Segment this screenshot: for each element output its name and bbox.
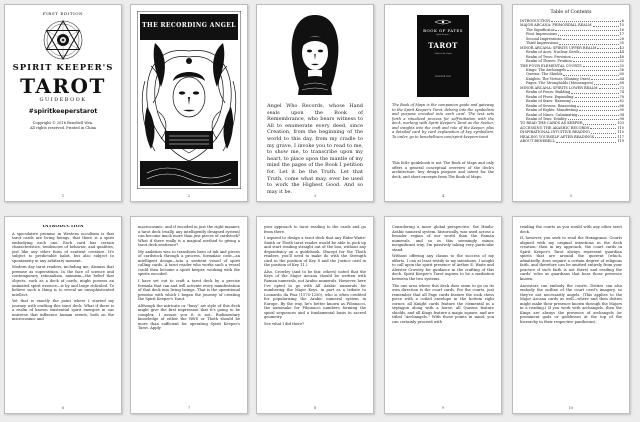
body-paragraph: A speculative premise in Western occultism is that tarot cards are living beings, that there is a spirit embodying each one. Each card has certain characteristics, tendencies of behavior, and qualities, just like any other form of sentient creature. It's subject to predictable habit, but also subject to spontaneity in any arbitrary moment. xyxy=(12,231,114,263)
toc-entry-page: 117 xyxy=(617,134,624,139)
toc-entry-page: 43 xyxy=(619,45,624,50)
toc-entry-page: 74 xyxy=(619,90,624,95)
toc-leader-dots xyxy=(583,121,616,124)
toc-entry-page: 6 xyxy=(621,19,624,23)
page-thumbnail-angel[interactable] xyxy=(130,4,248,202)
body-paragraph: If, however, you seek to read the Hexagrams. Courts aligned with my original intentions in the deck creation, then in my approach, the court cards in Spirit Keeper's Tarot always represent guardian spirits that are around the querent (which, admittedly, does require a certain degree of religious faith, and therefore can be omitted entirely from your practice if such faith is not there) and reading the cards' roles as guardians that bear those presence known. xyxy=(520,236,622,282)
toc-entry-page: 52 xyxy=(619,59,624,64)
book-cover-author: benebell wen xyxy=(434,75,452,78)
toc-entry-page: 86 xyxy=(619,103,624,108)
toc-leader-dots xyxy=(568,117,619,120)
toc-entry-page: 78 xyxy=(619,94,624,99)
toc-leader-dots xyxy=(580,50,618,53)
book-cover-small-1: Spirit Keeper's xyxy=(436,34,450,36)
toc-entry-label: ACCESSING THE AKASHIC RECORDS xyxy=(520,125,590,130)
toc-leader-dots xyxy=(594,81,618,84)
angel-face-illustration xyxy=(290,13,340,97)
page-body xyxy=(264,225,366,399)
body-paragraph: My ambition was to transform lines of ink and pieces of cardstock through a process, formulaic code—an intelligent design—into a sentient vessel of spirit calling cards. A tarot reader who works such a vessel could then become a spirit keeper, working with the spirits encoded. xyxy=(138,249,240,277)
toc-leader-dots xyxy=(559,41,618,44)
toc-leader-dots xyxy=(556,139,616,142)
copyright-line-2: All rights reserved. Printed in China xyxy=(29,125,97,130)
page-number: 10 xyxy=(568,406,574,410)
body-paragraph: See what I did there? xyxy=(264,321,305,326)
page-number: 1 xyxy=(61,194,65,198)
toc-entry-page: 28 xyxy=(619,36,624,41)
guidebook-note: This little guidebook is not The Book of Maps and only offers a general conceptual overview of the deck's architecture, key design purpose and intent for the deck, and short excerpts from The Book of Maps. xyxy=(392,161,494,179)
toc-entry-label: Realm of Sevens: Reasoning xyxy=(526,103,577,108)
toc-entry-label: MINOR ARCANA: SPIRITS LOWER REALM xyxy=(520,85,598,90)
angel-title: THE RECORDING ANGEL xyxy=(142,22,236,29)
toc-entry-label: Realm of Nines: Culminating xyxy=(526,112,578,117)
toc-leader-dots xyxy=(593,23,619,26)
toc-entry-label: Realm of Aces: Nuclear Seeds xyxy=(526,50,580,55)
toc-leader-dots xyxy=(572,55,619,58)
cover-title-line2: TAROT xyxy=(20,74,106,98)
cover-copyright xyxy=(5,121,121,130)
toc-title: Table of Contents xyxy=(550,10,592,15)
page-number: 8 xyxy=(313,406,317,410)
book-description: The Book of Maps is the companion guide and gateway to the Spirit Keeper's Tarot, delving into the symbolism and purpose encoded into each card. The text sets forth a ritualized process for self-initiation with the deck, working with Spirit Keeper's Tarot as the Seeker, and insights into the craft and role of the Keeper, plus a detailed card by card explanation of key symbolism. To order, go to benebellwen.com/spirit-keepers-tarot xyxy=(392,103,494,139)
body-paragraph: Although the intricate or "busy" art style of this deck might give the first impression that it's going to be complex, I assure you it is not. Rudimentary knowledge of either the RWS or Thoth should be more than sufficient for operating Spirit Keeper's Tarot. Apply xyxy=(138,303,240,331)
toc-leader-dots xyxy=(597,46,618,49)
page-body xyxy=(392,225,494,399)
toc-entry-label: INTRODUCTION xyxy=(520,19,551,23)
toc-leader-dots xyxy=(595,135,616,138)
toc-entry-label: THE FOUR ELEMENTAL COURTS xyxy=(520,63,582,68)
toc-entry-label: Knights: The Virtues (Shining Ones) xyxy=(526,76,591,81)
toc-entry[interactable] xyxy=(520,139,624,143)
toc-entry-label: First Impressions xyxy=(526,32,558,37)
body-paragraph: macrocosmic, and if encoded in just the right manner, a tarot deck (really, any intelligently designed system) can become much more than just pieces of cardstock? What if there really is a magical method to giving a tarot deck sentience? xyxy=(138,225,240,248)
toc-entry-page: 90 xyxy=(619,108,624,113)
book-cover-small-2: Guide to the Cards xyxy=(434,53,452,55)
toc-entry-label: Realm of Twos: Provision xyxy=(526,54,571,59)
body-paragraph: Ancestors can embody the courts. Deities can also embody the outline of the court card's imagery, so they're not necessarily angels. (This applies to the Major Arcana cards as well—where and then deities might make their presence known through the Majors in a reading.) If you work with archangels, then the Kings are always the presence of archangels (or prominent gods or goddesses at the top of the hierarchy in their respective pantheons). xyxy=(520,283,622,324)
page-thumbnail-book-of-maps[interactable] xyxy=(384,4,502,202)
toc-leader-dots xyxy=(591,77,618,80)
body-paragraph: Yet that is exactly the point where I started my journey with crafting this tarot deck. What if there is a realm of known existential spirit energies in our universe that influence human events, both on the microcosmic and xyxy=(12,299,114,322)
toc-entry-label: MAJOR ARCANA: PRIMORDIAL REALM xyxy=(520,23,592,28)
toc-entry-page: 98 xyxy=(619,116,624,121)
body-paragraph: I aspired to design a tarot deck that any Rider-Waite-Smith or Thoth tarot reader would be able to pick up and start reading straight out of the box, without any dependency on a guidebook. (Except for the Thoth readers, you'll need to make do with the Strength card in the position of Key 8 and the Justice card in the position of Key 11.) xyxy=(264,236,366,268)
page-body xyxy=(520,225,622,399)
toc-entry-label: INSPIRATIONAL INTUITIVE READING xyxy=(520,130,590,135)
toc-entry-label: HEALING YOURSELF AFTER READINGS xyxy=(520,134,595,139)
toc-leader-dots xyxy=(579,108,619,111)
toc-entry-page: 94 xyxy=(619,112,624,117)
toc-entry-page: 82 xyxy=(619,99,624,104)
page-number: 3 xyxy=(313,194,317,198)
toc-leader-dots xyxy=(555,28,618,31)
page-number: 5 xyxy=(569,194,573,198)
toc-leader-dots xyxy=(575,95,619,98)
page-thumbnail-9[interactable] xyxy=(384,216,502,414)
toc-entry-label: Realm of Eights: Manifesting xyxy=(526,108,578,113)
toc-entry-label: TO READ THE CARDS AS KEEPER xyxy=(520,121,583,126)
toc-leader-dots xyxy=(563,37,619,40)
toc-leader-dots xyxy=(591,130,616,133)
toc-entry-page: 64 xyxy=(619,76,624,81)
toc-leader-dots xyxy=(563,72,618,75)
toc-entry-page: 48 xyxy=(619,54,624,59)
cover-hashtag: #spiritkeeperstarot xyxy=(28,108,98,115)
toc-entry-page: 110 xyxy=(617,125,624,130)
toc-leader-dots xyxy=(583,64,619,67)
toc-entry-page: 35 xyxy=(619,41,624,46)
toc-entry-label: Third Impressions xyxy=(526,41,559,46)
toc-entry-page: 60 xyxy=(619,72,624,77)
toc-entry-page: 73 xyxy=(619,85,624,90)
page-thumbnail-intro[interactable] xyxy=(4,216,122,414)
body-paragraph: Also, Crowley (and to be fair, others) noted that the Keys of the Major Arcana should be written with Roman numerals, not Arabic numerals. However, here I've opted to go with All Arabic numerals for numbering the Major Keys, in part as a tribute to Leonardo da Pisa (1170-1250), who is often credited for popularizing the Arabic numeral system in Europe. By the way, he's better known as Fibonacci, the namesake for Fibonacci numbers forming the spiral sequences and a fundamental basis in sacred geometry. xyxy=(264,269,366,320)
page-number: 4 xyxy=(441,194,445,198)
toc-entry-label: Realm of Tens: Totality xyxy=(526,116,567,121)
toc-leader-dots xyxy=(578,113,618,116)
toc-entry-label: ABOUT BENEBELL xyxy=(520,139,555,144)
toc-leader-dots xyxy=(558,32,618,35)
page-thumbnail-toc[interactable] xyxy=(512,4,630,202)
toc-entry-page: 68 xyxy=(619,81,624,86)
toc-leader-dots xyxy=(571,90,618,93)
toc-leader-dots xyxy=(577,104,618,107)
body-paragraph: reading the courts as you would with any other tarot deck. xyxy=(520,225,622,234)
toc-entry-label: Kings: The Archangels xyxy=(526,67,567,72)
hexagram-star-emblem xyxy=(41,18,85,62)
angel-title-banner xyxy=(140,13,238,39)
page-number: 7 xyxy=(187,406,191,410)
toc-entry-page: 55 xyxy=(619,63,624,68)
body-paragraph: I have set out to craft a tarot deck by a precise formula that can and will activate every manifestation of that deck into living beings. That is the operational premise with which I began the journey of creating the Spirit Keeper's Tarot. xyxy=(138,279,240,302)
toc-entry-page: 115 xyxy=(617,130,624,135)
toc-entry-page: 119 xyxy=(617,139,624,144)
page-thumbnail-7[interactable] xyxy=(130,216,248,414)
copyright-line-1: Copyright © 2016 Benebell Wen. xyxy=(32,121,94,125)
page-number: 6 xyxy=(61,406,65,410)
book-cover-title: BOOK OF FATES xyxy=(423,28,463,33)
toc-entry-label: Realm of Fours: Building xyxy=(526,90,571,95)
body-paragraph: Considering a more global perspective, the Hindu-Arabic numeral system, historically, was used across a broader region of our world than the Roman numerals, and so in this seemingly minor, insignificant way, I'm passively taking very particular stand. xyxy=(392,225,494,252)
toc-entry-page: 17 xyxy=(619,32,624,37)
section-heading: INTRODUCTION xyxy=(42,225,84,229)
page-thumbnail-cover[interactable] xyxy=(4,4,122,202)
toc-entry-label: Realm of Sixes: Harmony xyxy=(526,99,571,104)
toc-entry-label: Pages: The Strongholds (Messengers) xyxy=(526,81,594,86)
toc-entry-page: 15 xyxy=(619,23,624,28)
page-body xyxy=(12,225,114,399)
toc-entry-page: 16 xyxy=(619,27,624,32)
page-thumbnail-8[interactable] xyxy=(256,216,374,414)
toc-entry-page: 56 xyxy=(619,67,624,72)
body-paragraph: Without offering any claims to the success of my efforts, I can at least testify to my intentions. I sought to call upon the spirit presence of Arthur E. Waite and Aleister Crowley for guidance in the crafting of this deck. Spirit Keeper's Tarot aspires to be a mediation between the two systems. xyxy=(392,254,494,282)
book-cover-ornament xyxy=(433,18,453,26)
toc-leader-dots xyxy=(567,68,618,71)
cover-subtitle: GUIDEBOOK xyxy=(39,97,87,103)
invocation-text: Angel Who Records, whose Hand seals upon the Book of Remembrance, who bears witness to All to enumerate every deed, since Creation, from the beginning of the world to this day, from my cradle to my grave, I invoke you to read to me, to show me, to transcribe upon my heart, to place upon the mantle of my mind the pages of the Book I petition for. Let it be the Truth. Let that Truth, come what may, ever be used to work the Highest Good. And so may it be. xyxy=(267,103,363,195)
toc-leader-dots xyxy=(572,99,619,102)
book-cover-title-2: TAROT xyxy=(428,41,458,50)
toc-entry-label: Realm of Threes: Fruition xyxy=(526,59,572,64)
body-paragraph: Modern day tarot readers, including me, dismiss that premise as superstition. In the face of science and contemporary rationalism, animism—the belief that objects, such as a deck of cards, might possess an animated spirit essence—is by and large ridiculed. To believe such a thing is to reveal an unsophisticated intellect. xyxy=(12,265,114,297)
toc-entry-page: 103 xyxy=(617,121,624,126)
body-paragraph: your approach to tarot reading to the cards and go from there. xyxy=(264,225,366,234)
toc-entry-label: The Significator xyxy=(526,27,555,32)
toc-leader-dots xyxy=(599,86,619,89)
page-thumbnail-10[interactable] xyxy=(512,216,630,414)
toc-entry-label: Queens: The Shields xyxy=(526,72,563,77)
toc-entry-label: Realm of Fives: Expanding xyxy=(526,94,574,99)
toc-list xyxy=(520,19,624,144)
cover-title-line1: SPIRIT KEEPER'S xyxy=(12,63,114,73)
toc-entry-label: Second Impressions xyxy=(526,36,562,41)
page-thumbnail-invocation[interactable] xyxy=(256,4,374,202)
page-number: 2 xyxy=(187,194,191,198)
page-body xyxy=(138,225,240,399)
toc-leader-dots xyxy=(551,19,620,22)
edition-label: FIRST EDITION xyxy=(42,11,84,16)
toc-entry-label: MINOR ARCANA: SPIRITS UPPER REALM xyxy=(520,45,597,50)
toc-leader-dots xyxy=(573,59,619,62)
toc-entry-page: 44 xyxy=(619,50,624,55)
book-cover-image xyxy=(417,15,469,97)
page-number: 9 xyxy=(441,406,445,410)
toc-leader-dots xyxy=(590,126,616,129)
body-paragraph: The one area where this deck does seem to go on its own direction is the court cards. For the courts, just remember that all Page cards feature the rook chess piece with a coiled envelope in the bottom right corner, all Knight cards feature the elemental in a septagon along with a horse, all Queens feature shields, and all Kings feature a magic square, and are titled "Archangels." With those points in mind, you can certainly proceed with xyxy=(392,283,494,324)
